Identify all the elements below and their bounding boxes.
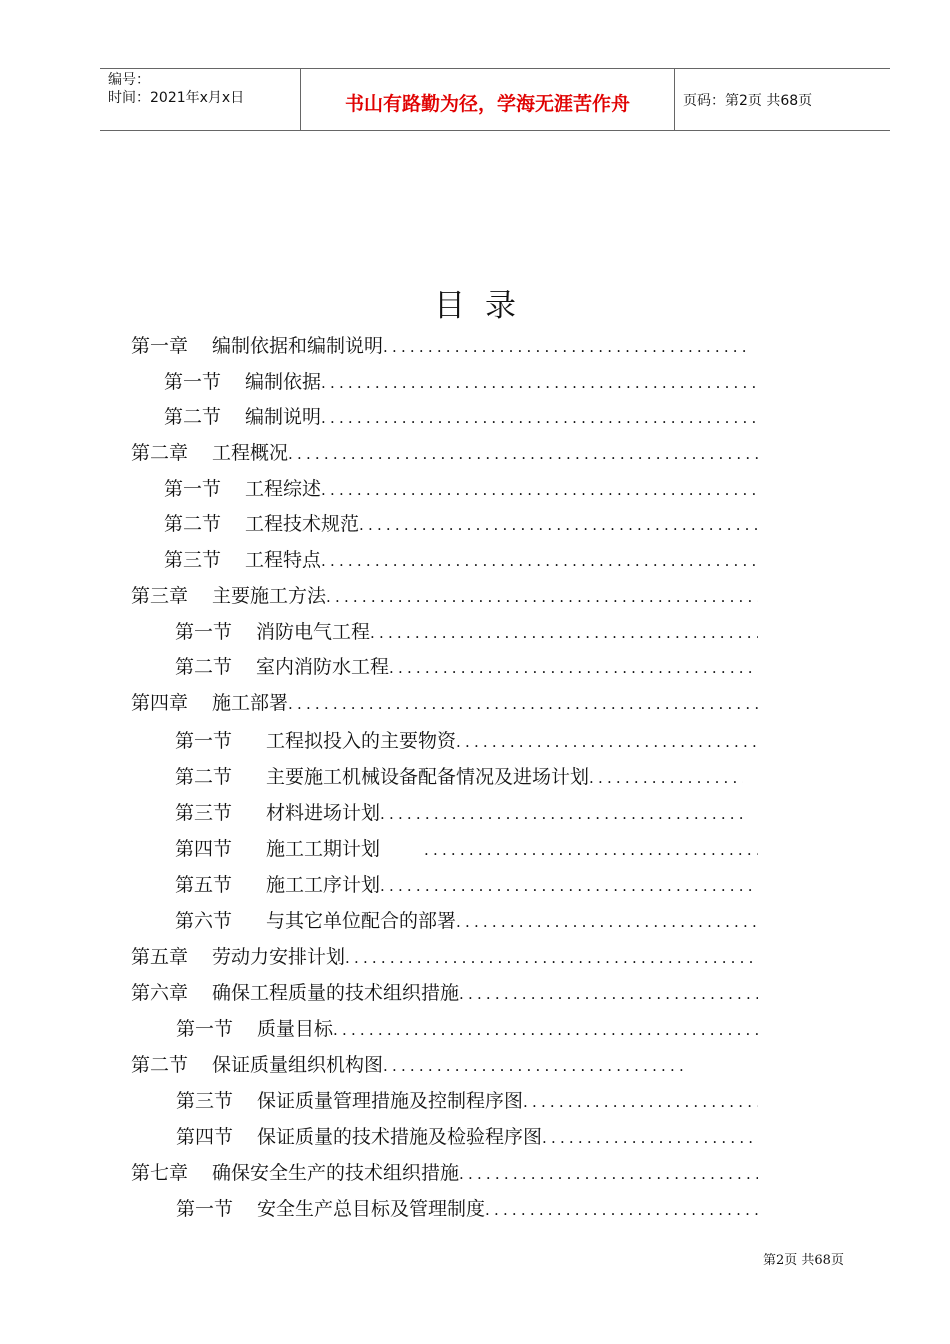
toc-entry[interactable] (175, 834, 758, 862)
toc-entry-title: 质量目标 (257, 1018, 334, 1040)
toc-entry-number: 第一节 (164, 478, 222, 500)
toc-entry-title: 保证质量的技术措施及检验程序图 (257, 1126, 543, 1148)
toc-entry-number: 第一节 (176, 1198, 234, 1220)
toc-entry[interactable] (176, 1122, 758, 1150)
toc-entry[interactable] (164, 509, 758, 537)
toc-leader-dots (542, 1129, 758, 1147)
toc-entry-number: 第四节 (175, 838, 233, 860)
toc-leader-dots (456, 733, 758, 751)
toc-entry-number: 第一节 (175, 730, 233, 752)
toc-entry[interactable] (175, 870, 758, 898)
toc-entry-title: 确保工程质量的技术组织措施 (212, 982, 460, 1004)
toc-entry-number: 第三节 (176, 1090, 234, 1112)
toc-entry-number: 第三节 (175, 802, 233, 824)
toc-leader-dots (389, 659, 758, 677)
toc-entry-number: 第二节 (175, 656, 233, 678)
toc-entry-number: 第二节 (164, 513, 222, 535)
toc-entry-title: 工程特点 (245, 549, 322, 571)
toc-entry[interactable] (131, 438, 758, 466)
toc-entry-number: 第二节 (164, 406, 222, 428)
header-motto: 书山有路勤为径，学海无涯苦作舟 (344, 93, 630, 115)
header-page-cell (674, 69, 890, 130)
toc-entry[interactable] (176, 1014, 758, 1042)
toc-leader-dots (321, 552, 758, 570)
header-meta-cell (100, 69, 300, 130)
toc-leader-dots (380, 877, 758, 895)
toc-entry-title: 编制依据和编制说明 (212, 335, 384, 357)
toc-entry-number: 第二节 (175, 766, 233, 788)
toc-entry-title: 编制说明 (245, 406, 322, 428)
toc-entry-title: 室内消防水工程 (256, 656, 390, 678)
toc-entry-title: 保证质量管理措施及控制程序图 (257, 1090, 524, 1112)
toc-entry-number: 第一节 (175, 621, 233, 643)
toc-entry-title: 确保安全生产的技术组织措施 (212, 1162, 460, 1184)
toc-leader-dots (589, 769, 743, 787)
toc-leader-dots (485, 1201, 758, 1219)
toc-entry-title: 消防电气工程 (256, 621, 371, 643)
toc-entry-number: 第三章 (131, 585, 189, 607)
toc-entry[interactable] (164, 402, 758, 430)
toc-entry[interactable] (164, 367, 758, 395)
toc-entry-title: 安全生产总目标及管理制度 (257, 1198, 486, 1220)
toc-entry[interactable] (131, 581, 758, 609)
toc-leader-dots (459, 985, 758, 1003)
toc-entry-number: 第二章 (131, 442, 189, 464)
toc-leader-dots (456, 913, 758, 931)
toc-entry-number: 第三节 (164, 549, 222, 571)
toc-entry[interactable] (175, 762, 743, 790)
toc-entry-title: 主要施工方法 (212, 585, 327, 607)
toc-entry-number: 第六章 (131, 982, 189, 1004)
toc-entry[interactable] (176, 1086, 758, 1114)
toc-entry-title: 编制依据 (245, 371, 322, 393)
toc-entry[interactable] (131, 1158, 758, 1186)
toc-entry-title: 材料进场计划 (266, 802, 381, 824)
toc-entry-title: 主要施工机械设备配备情况及进场计划 (266, 766, 590, 788)
toc-leader-dots (321, 409, 758, 427)
toc-leader-dots (288, 695, 758, 713)
header-page-info: 页码：第2页 共68页 (683, 93, 813, 109)
toc-entry-number: 第二节 (131, 1054, 189, 1076)
toc-entry-title: 施工工序计划 (266, 874, 381, 896)
toc-leader-dots (288, 445, 758, 463)
toc-entry-number: 第五章 (131, 946, 189, 968)
toc-entry-number: 第一节 (164, 371, 222, 393)
toc-entry[interactable] (175, 798, 743, 826)
footer-page-info: 第2页 共68页 (763, 1253, 844, 1268)
page-header (100, 68, 890, 131)
toc-leader-dots (424, 841, 758, 859)
toc-leader-dots (359, 516, 758, 534)
toc-entry-number: 第四节 (176, 1126, 234, 1148)
toc-entry[interactable] (175, 906, 758, 934)
toc-entry[interactable] (131, 978, 758, 1006)
toc-leader-dots (333, 1021, 758, 1039)
toc-leader-dots (345, 949, 758, 967)
toc-leader-dots (459, 1165, 758, 1183)
toc-leader-dots (523, 1093, 758, 1111)
toc-entry-title: 施工部署 (212, 692, 289, 714)
toc-entry-title: 工程技术规范 (245, 513, 360, 535)
toc-entry[interactable] (131, 688, 758, 716)
toc-entry-number: 第四章 (131, 692, 189, 714)
document-time-label: 时间：2021年x月x日 (108, 90, 245, 106)
toc-entry-title: 工程概况 (212, 442, 289, 464)
toc-entry[interactable] (175, 617, 758, 645)
toc-leader-dots (380, 805, 743, 823)
toc-entry-title: 劳动力安排计划 (212, 946, 346, 968)
toc-entry[interactable] (164, 474, 758, 502)
toc-entry[interactable] (131, 1050, 686, 1078)
toc-leader-dots (383, 1057, 686, 1075)
toc-entry-number: 第六节 (175, 910, 233, 932)
header-motto-cell (300, 69, 675, 130)
toc-entry[interactable] (131, 942, 758, 970)
toc-entry[interactable] (176, 1194, 758, 1222)
toc-entry-number: 第五节 (175, 874, 233, 896)
toc-title: 目录 (434, 288, 536, 324)
toc-entry[interactable] (175, 726, 758, 754)
toc-entry-title: 保证质量组织机构图 (212, 1054, 384, 1076)
toc-entry[interactable] (131, 331, 748, 359)
toc-entry-title: 工程拟投入的主要物资 (266, 730, 457, 752)
toc-leader-dots (321, 481, 758, 499)
toc-entry-number: 第七章 (131, 1162, 189, 1184)
toc-entry-title: 工程综述 (245, 478, 322, 500)
toc-leader-dots (383, 338, 748, 356)
toc-leader-dots (326, 588, 758, 606)
toc-leader-dots (370, 624, 758, 642)
toc-entry[interactable] (164, 545, 758, 573)
toc-entry-title: 施工工期计划 (266, 838, 381, 860)
toc-entry-number: 第一章 (131, 335, 189, 357)
toc-entry-number: 第一节 (176, 1018, 234, 1040)
toc-entry-title: 与其它单位配合的部署 (266, 910, 457, 932)
toc-entry[interactable] (175, 652, 758, 680)
toc-leader-dots (321, 374, 758, 392)
document-number-label: 编号： (108, 72, 150, 88)
